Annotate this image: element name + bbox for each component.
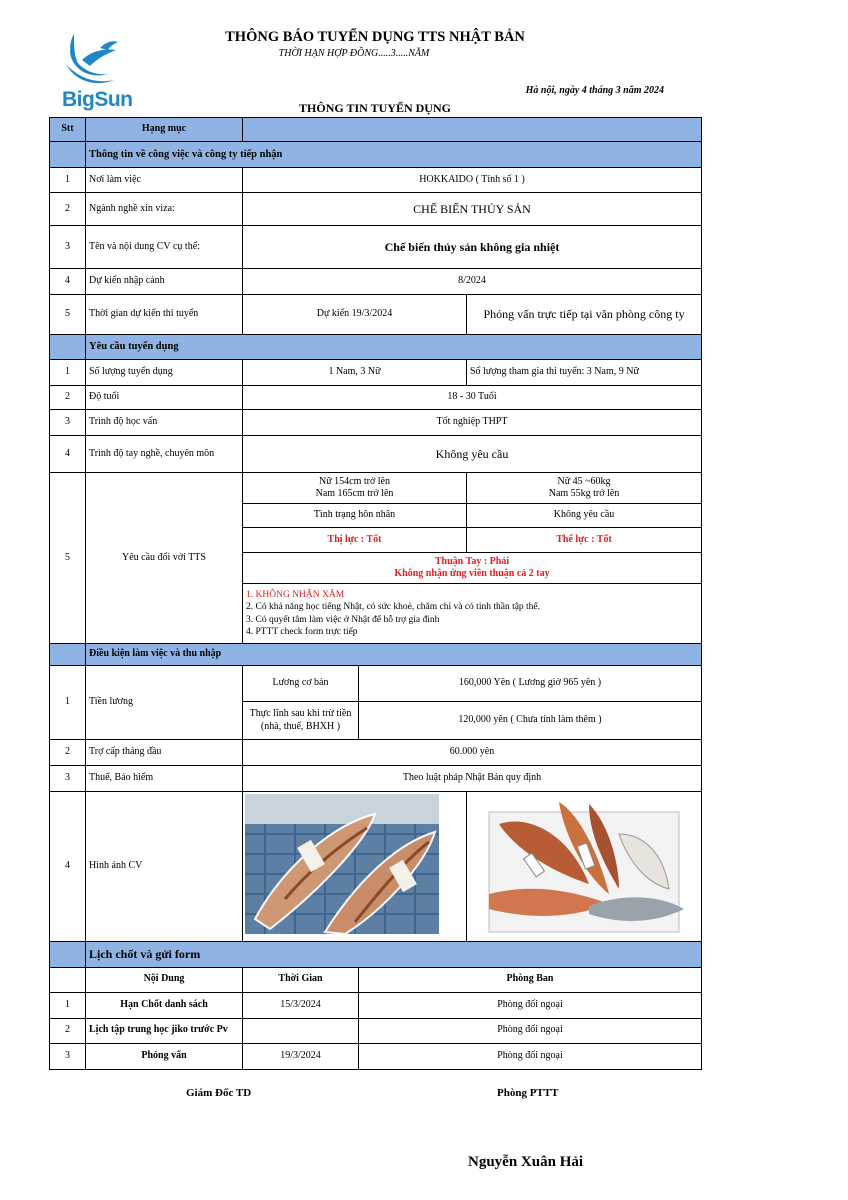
dried-fish-crate-photo	[245, 794, 439, 934]
section-title: Lịch chốt và gửi form	[86, 941, 702, 967]
contract-term: THỜI HẠN HỢP ĐỒNG.....3.....NĂM	[278, 48, 430, 59]
dried-fish-box-photo	[469, 794, 698, 934]
table-row: 2 Trợ cấp tháng đầu 60.000 yên	[50, 740, 702, 766]
schedule-header-row: Nội Dung Thời Gian Phòng Ban	[50, 967, 702, 992]
table-row: 2 Độ tuổi 18 - 30 Tuổi	[50, 386, 702, 410]
table-row: 3 Thuế, Bảo hiểm Theo luật pháp Nhật Bản quy định	[50, 766, 702, 792]
table-row: 4 Trình độ tay nghề, chuyên môn Không yêu cầu	[50, 436, 702, 473]
table-row: 4 Hình ảnh CV	[50, 792, 702, 942]
document-date: Hà nội, ngày 4 tháng 3 năm 2024	[525, 85, 664, 96]
section-title: Thông tin về công việc và công ty tiếp nhận	[86, 142, 702, 168]
section-conditions	[50, 644, 702, 666]
section-heading: THÔNG TIN TUYỂN DỤNG	[299, 101, 451, 115]
recruitment-table	[49, 117, 702, 1070]
table-row: 1 Số lượng tuyển dụng 1 Nam, 3 Nữ Số lượng tham gia thi tuyển: 3 Nam, 9 Nữ	[50, 360, 702, 386]
notes-list: 1. KHÔNG NHẬN XĂM 2. Có khả năng học tiếng Nhật, có sức khoẻ, chăm chỉ và có tinh thần tập thể. 3. Có quyết tâm làm việc ở Nhật để hỗ trợ gia đình 4. PTTT check form trực tiếp	[243, 584, 702, 644]
weight-requirement: Nữ 45 ~60kg Nam 55kg trở lên	[467, 473, 702, 504]
height-requirement: Nữ 154cm trở lên Nam 165cm trở lên	[243, 473, 467, 504]
col-item: Hạng mục	[86, 118, 243, 142]
table-row: 2 Ngành nghề xin viza: CHẾ BIẾN THỦY SẢN	[50, 193, 702, 226]
section-schedule	[50, 941, 702, 967]
table-row: 1 Tiền lương Lương cơ bản 160,000 Yên ( Lương giờ 965 yên )	[50, 666, 702, 702]
table-row: 1 Nơi làm việc HOKKAIDO ( Tỉnh số 1 )	[50, 168, 702, 193]
logo-brand-text: BigSun	[62, 88, 133, 111]
table-header-row	[50, 118, 702, 142]
signer-name: Nguyễn Xuân Hải	[468, 1154, 584, 1170]
job-photo-2	[467, 792, 702, 942]
table-row: Tình trạng hôn nhân Không yêu cầu	[50, 504, 702, 528]
table-row: 1 Hạn Chốt danh sách 15/3/2024 Phòng đối ngoại	[50, 992, 702, 1018]
table-row: 5 Thời gian dự kiến thi tuyển Dự kiến 19/3/2024 Phỏng vấn trực tiếp tại văn phòng công ty	[50, 295, 702, 335]
table-row: 3 Phỏng vấn 19/3/2024 Phòng đối ngoại	[50, 1043, 702, 1069]
job-photo-1	[243, 792, 467, 942]
col-stt: Stt	[50, 118, 86, 142]
table-row: 3 Tên và nội dung CV cụ thể: Chế biến thủy sản không gia nhiệt	[50, 226, 702, 269]
page-title: THÔNG BÁO TUYỂN DỤNG TTS NHẬT BẢN	[225, 29, 525, 45]
table-row: 3 Trình độ học vấn Tốt nghiệp THPT	[50, 410, 702, 436]
signature-label-director: Giám Đốc TD	[186, 1087, 252, 1099]
table-row: Thị lực : Tốt Thể lực : Tốt	[50, 528, 702, 553]
section-title: Yêu cầu tuyển dụng	[86, 335, 702, 360]
section-requirements	[50, 335, 702, 360]
section-job-info	[50, 142, 702, 168]
section-title: Điều kiện làm việc và thu nhập	[86, 644, 702, 666]
handedness-requirement: Thuận Tay : Phải Không nhận ứng viên thuận cả 2 tay	[243, 553, 702, 584]
table-row: 5 Yêu cầu đối với TTS Nữ 154cm trở lên Nam 165cm trở lên Nữ 45 ~60kg Nam 55kg trở lên	[50, 473, 702, 504]
signature-label-department: Phòng PTTT	[497, 1087, 559, 1099]
table-row: 2 Lịch tập trung học jiko trước Pv Phòng đối ngoại	[50, 1018, 702, 1043]
table-row: Thực lĩnh sau khi trừ tiền (nhà, thuế, BHXH ) 120,000 yên ( Chưa tính làm thêm )	[50, 702, 702, 740]
table-row: 4 Dự kiến nhập cảnh 8/2024	[50, 269, 702, 295]
